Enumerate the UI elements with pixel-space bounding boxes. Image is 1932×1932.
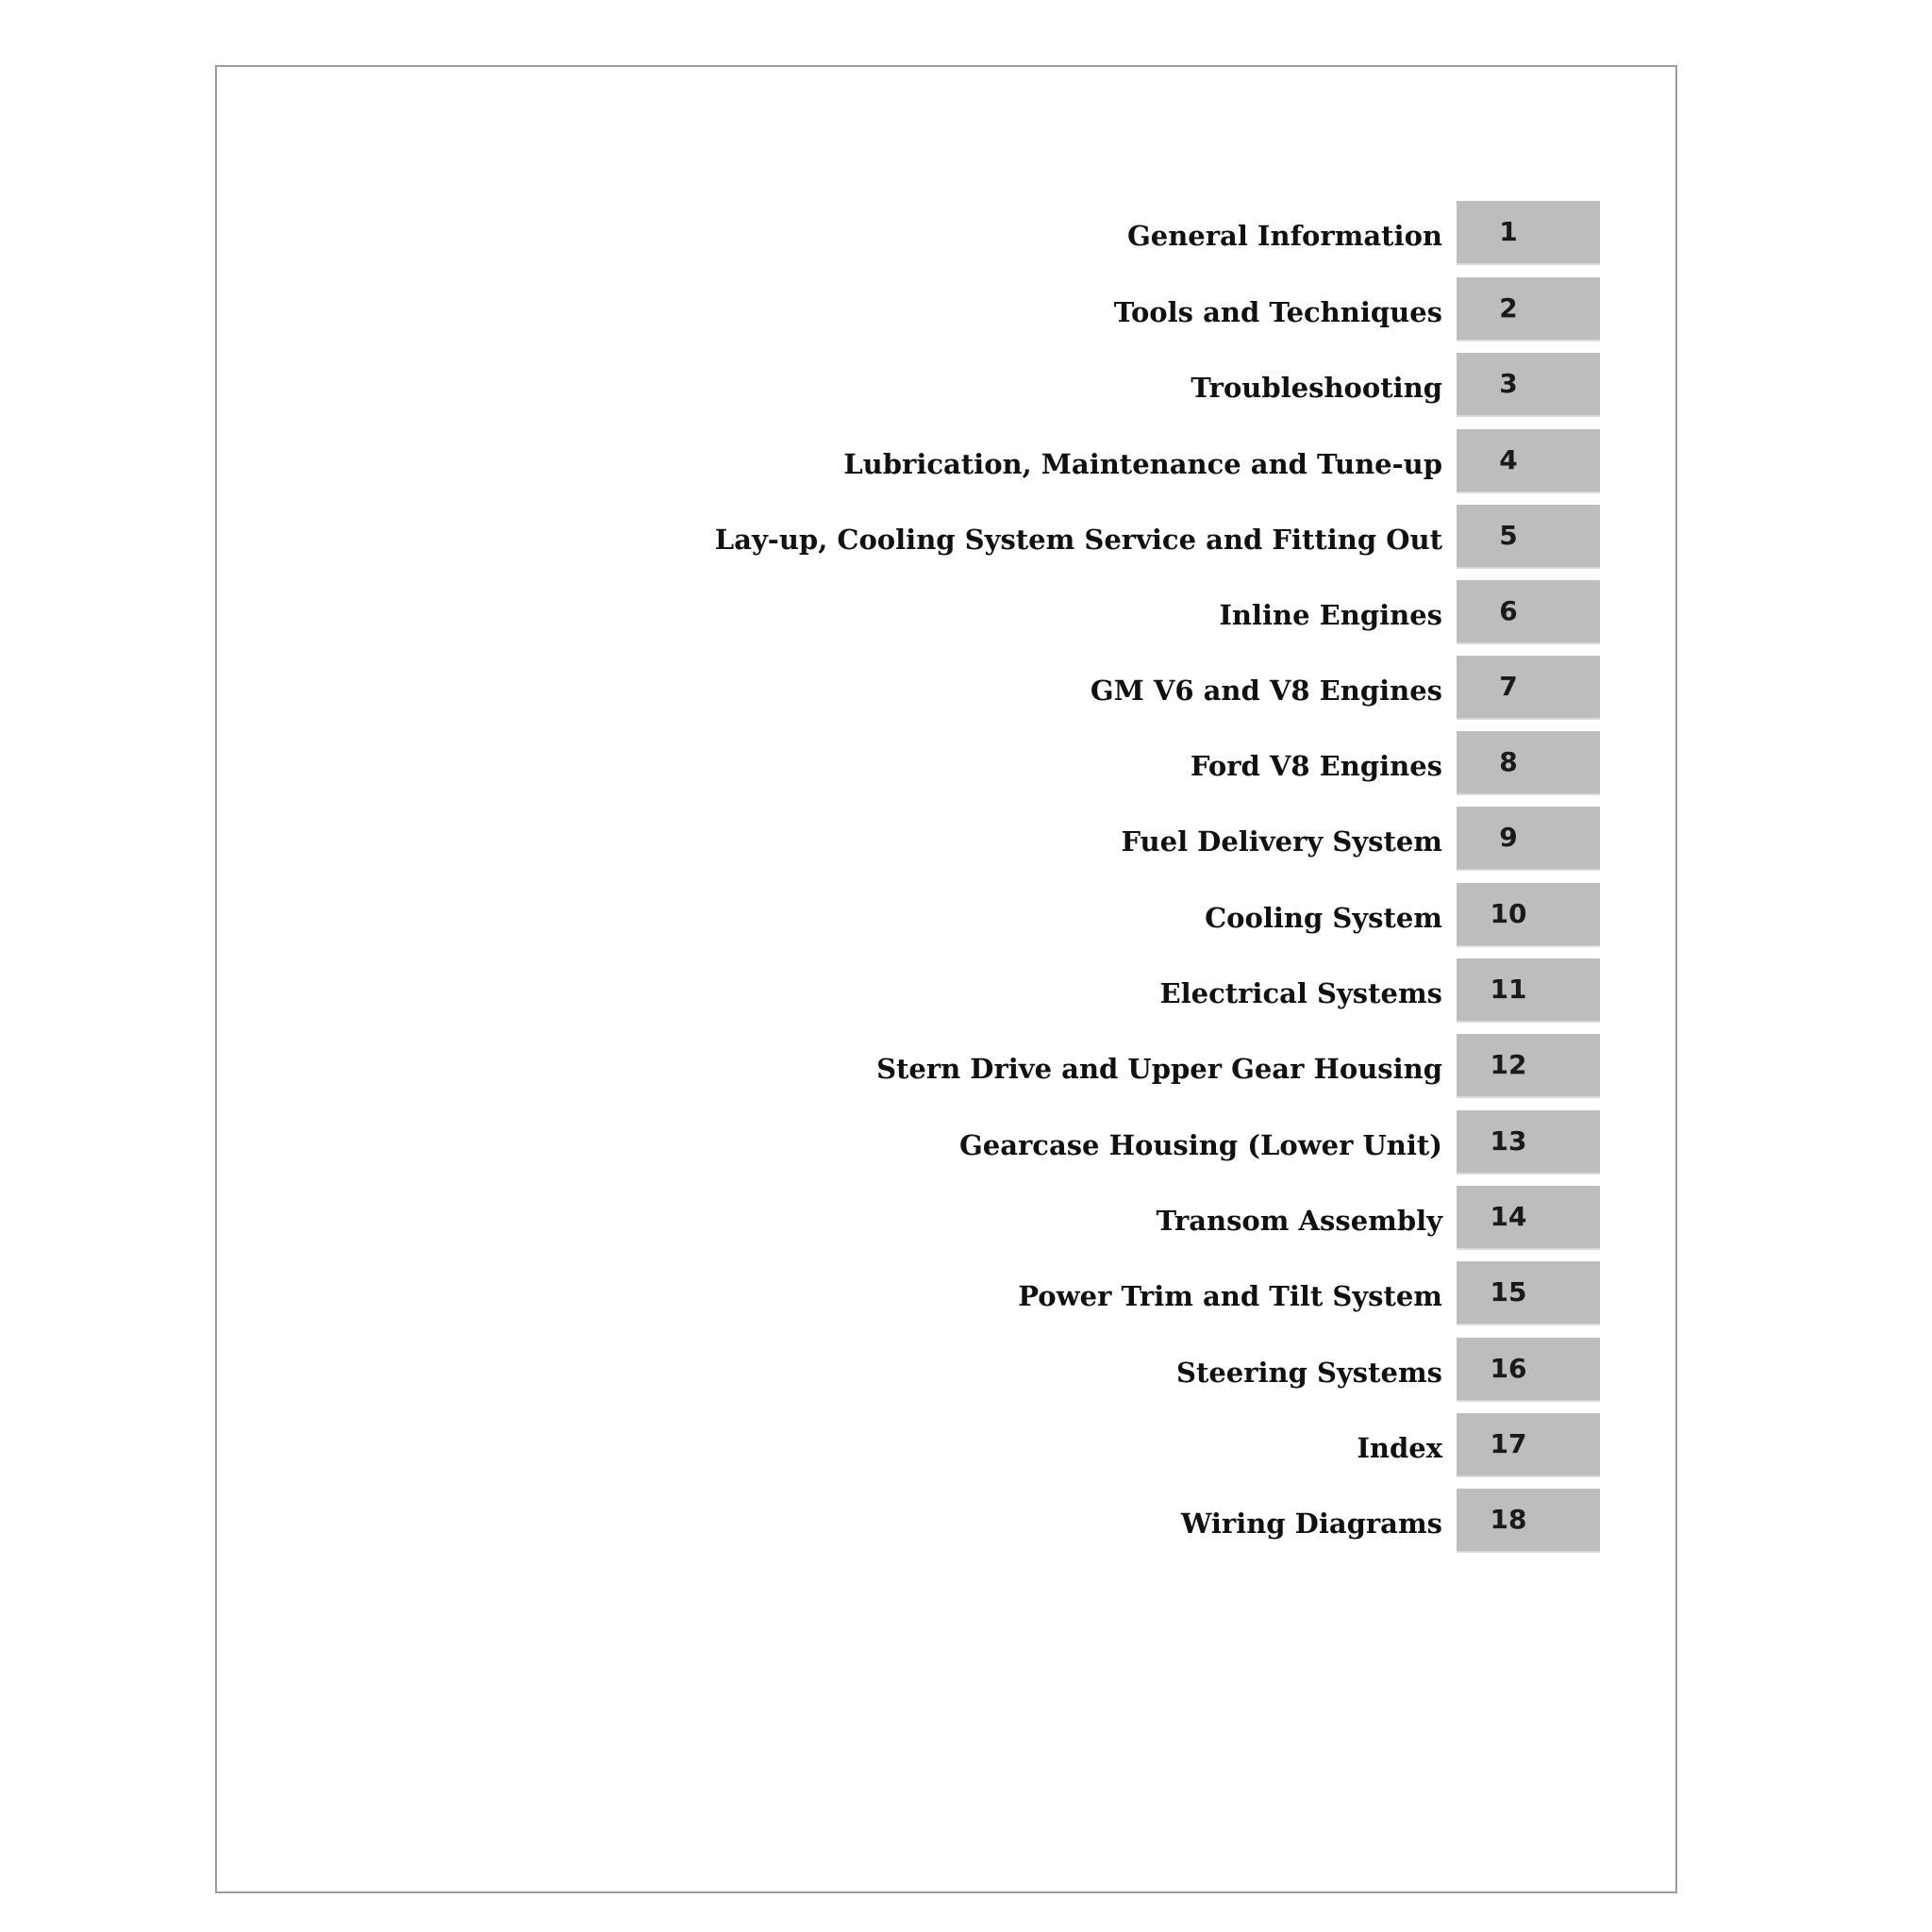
toc-entry-title: GM V6 and V8 Engines — [1090, 675, 1442, 707]
chapter-number: 9 — [1499, 822, 1518, 853]
chapter-tab-4[interactable] — [1457, 429, 1600, 493]
chapter-number: 3 — [1499, 368, 1518, 399]
toc-entry-13[interactable] — [0, 1110, 1932, 1174]
chapter-tab-13[interactable] — [1457, 1110, 1600, 1174]
chapter-tab-10[interactable] — [1457, 883, 1600, 947]
toc-entry-title: Tools and Techniques — [1113, 296, 1442, 328]
chapter-number: 18 — [1490, 1504, 1527, 1535]
chapter-tab-3[interactable] — [1457, 353, 1600, 417]
chapter-number: 15 — [1490, 1276, 1527, 1307]
chapter-tab-12[interactable] — [1457, 1034, 1600, 1098]
toc-entry-title: General Information — [1127, 220, 1442, 252]
chapter-tab-8[interactable] — [1457, 731, 1600, 795]
toc-entry-title: Troubleshooting — [1191, 372, 1442, 404]
chapter-number: 2 — [1499, 292, 1518, 324]
chapter-number: 7 — [1499, 671, 1518, 702]
chapter-tab-6[interactable] — [1457, 580, 1600, 644]
toc-entry-7[interactable] — [0, 656, 1932, 720]
toc-entry-title: Lubrication, Maintenance and Tune-up — [843, 448, 1442, 480]
chapter-tab-14[interactable] — [1457, 1186, 1600, 1250]
chapter-number: 10 — [1490, 898, 1527, 929]
chapter-number: 17 — [1490, 1428, 1527, 1459]
chapter-tab-2[interactable] — [1457, 277, 1600, 341]
toc-entry-title: Inline Engines — [1219, 599, 1442, 631]
chapter-tab-1[interactable] — [1457, 201, 1600, 265]
toc-entry-11[interactable] — [0, 958, 1932, 1023]
chapter-number: 16 — [1490, 1353, 1527, 1384]
chapter-number: 5 — [1499, 520, 1518, 551]
toc-entry-title: Electrical Systems — [1159, 977, 1442, 1009]
chapter-tab-18[interactable] — [1457, 1489, 1600, 1553]
chapter-tab-16[interactable] — [1457, 1338, 1600, 1402]
toc-entry-title: Fuel Delivery System — [1121, 825, 1442, 858]
toc-entry-16[interactable] — [0, 1338, 1932, 1402]
toc-entry-8[interactable] — [0, 731, 1932, 795]
toc-entry-15[interactable] — [0, 1261, 1932, 1325]
toc-entry-title: Gearcase Housing (Lower Unit) — [959, 1129, 1442, 1161]
chapter-tab-9[interactable] — [1457, 807, 1600, 871]
toc-entry-1[interactable] — [0, 201, 1932, 265]
toc-entry-title: Stern Drive and Upper Gear Housing — [876, 1053, 1442, 1085]
toc-entry-title: Index — [1357, 1432, 1442, 1464]
toc-entry-title: Ford V8 Engines — [1190, 750, 1442, 782]
toc-entry-title: Transom Assembly — [1156, 1205, 1442, 1237]
chapter-number: 12 — [1490, 1049, 1527, 1080]
toc-entry-4[interactable] — [0, 429, 1932, 493]
toc-entry-18[interactable] — [0, 1489, 1932, 1553]
toc-entry-title: Cooling System — [1205, 902, 1442, 934]
chapter-number: 11 — [1490, 974, 1527, 1005]
toc-entry-5[interactable] — [0, 505, 1932, 569]
toc-entry-10[interactable] — [0, 883, 1932, 947]
chapter-number: 6 — [1499, 595, 1518, 626]
toc-entry-14[interactable] — [0, 1186, 1932, 1250]
chapter-tab-11[interactable] — [1457, 958, 1600, 1023]
chapter-number: 4 — [1499, 444, 1518, 475]
toc-entry-title: Power Trim and Tilt System — [1018, 1280, 1442, 1312]
toc-entry-title: Lay-up, Cooling System Service and Fitting Out — [714, 524, 1442, 556]
chapter-tab-5[interactable] — [1457, 505, 1600, 569]
chapter-tab-17[interactable] — [1457, 1413, 1600, 1477]
chapter-number: 13 — [1490, 1125, 1527, 1157]
toc-entry-2[interactable] — [0, 277, 1932, 341]
toc-entry-6[interactable] — [0, 580, 1932, 644]
toc-entry-title: Steering Systems — [1176, 1357, 1442, 1389]
chapter-number: 1 — [1499, 216, 1518, 247]
chapter-number: 8 — [1499, 746, 1518, 777]
chapter-tab-7[interactable] — [1457, 656, 1600, 720]
toc-entry-12[interactable] — [0, 1034, 1932, 1098]
chapter-tab-15[interactable] — [1457, 1261, 1600, 1325]
toc-entry-title: Wiring Diagrams — [1180, 1507, 1442, 1540]
toc-entry-9[interactable] — [0, 807, 1932, 871]
toc-entry-3[interactable] — [0, 353, 1932, 417]
chapter-number: 14 — [1490, 1201, 1527, 1232]
toc-entry-17[interactable] — [0, 1413, 1932, 1477]
